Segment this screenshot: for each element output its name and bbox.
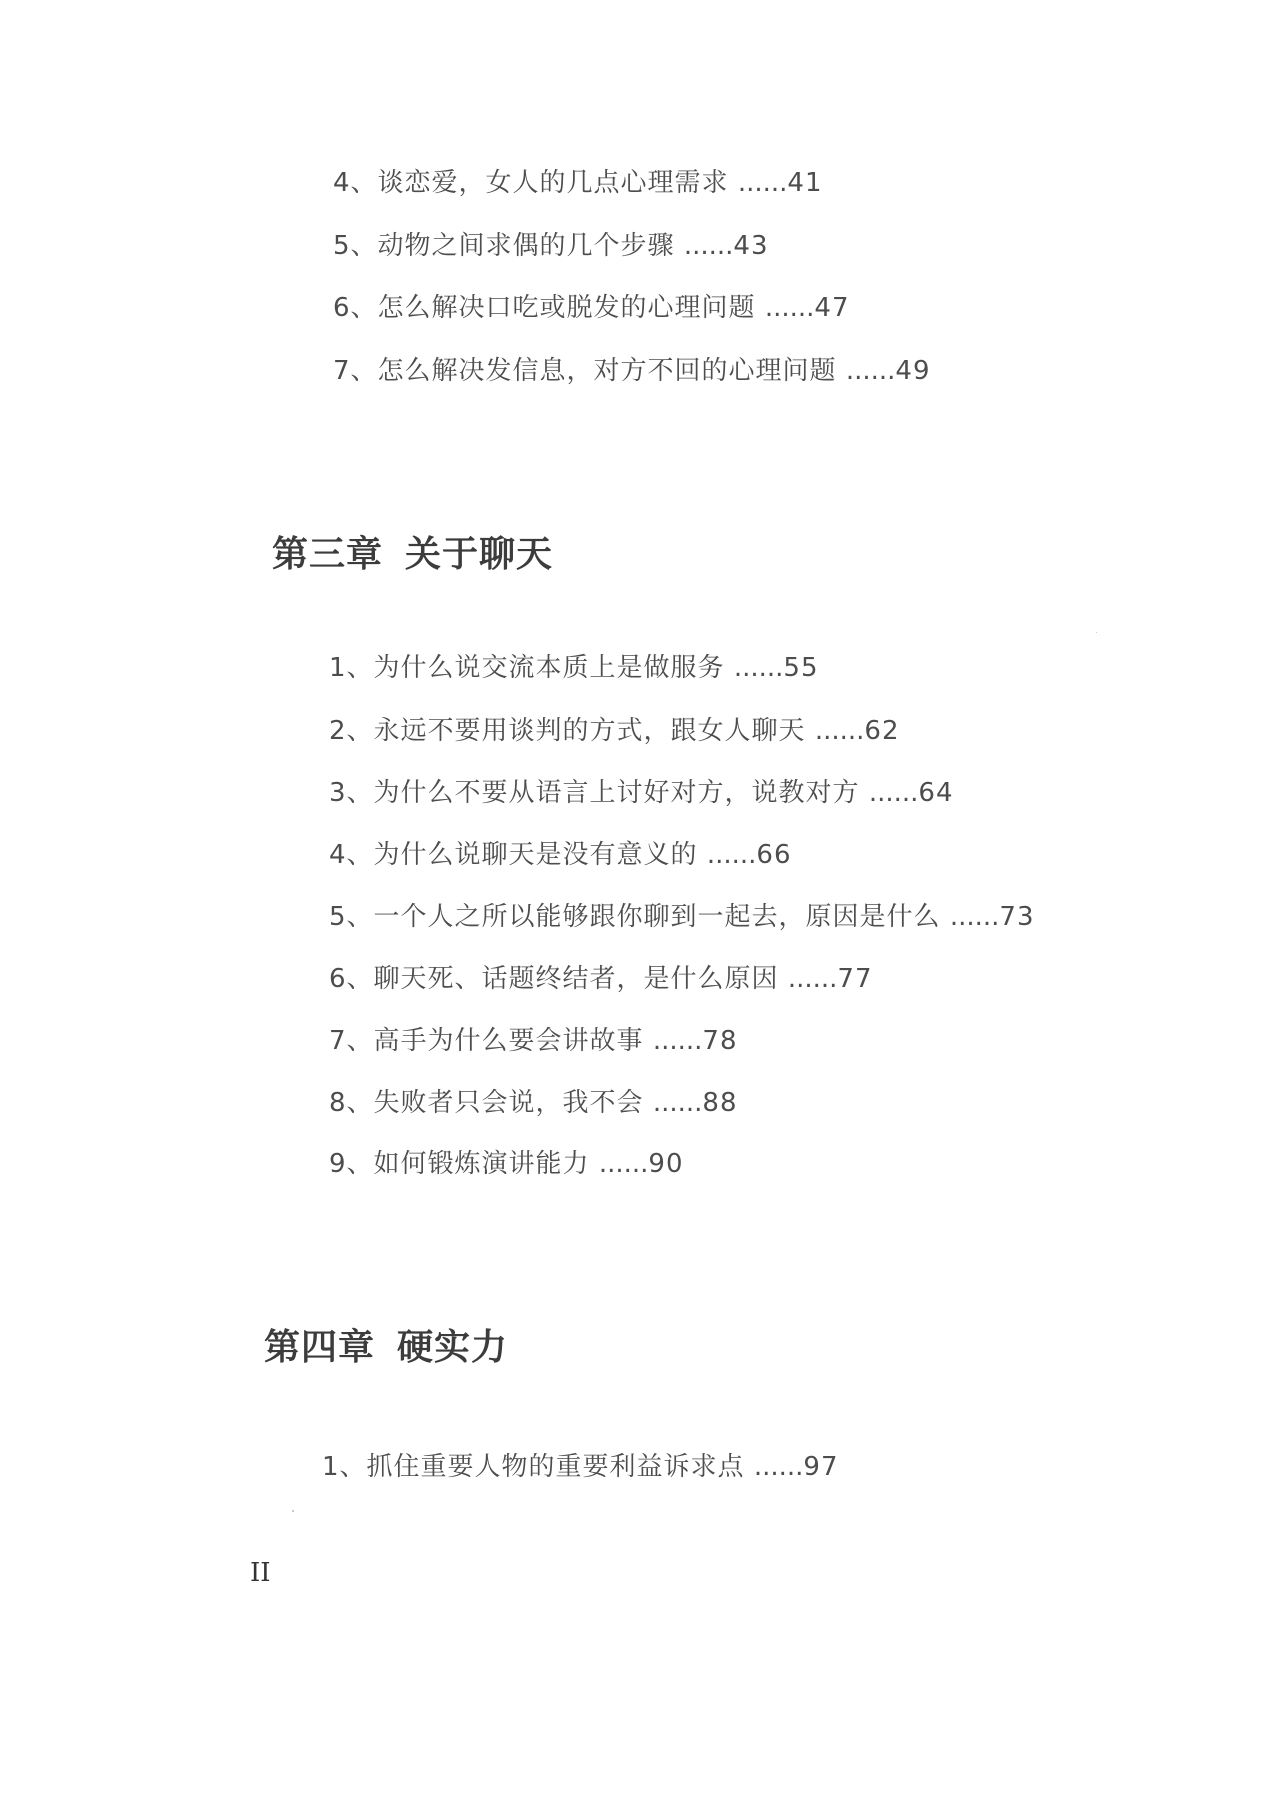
entry-title: 为什么说交流本质上是做服务	[373, 653, 725, 683]
dot-leader: ......	[868, 778, 919, 808]
entry-title: 怎么解决口吃或脱发的心理问题	[377, 293, 756, 323]
entry-number: 6、	[329, 964, 374, 994]
entry-title: 高手为什么要会讲故事	[373, 1026, 644, 1056]
entry-number: 7、	[329, 1026, 374, 1056]
dot-leader: ......	[753, 1452, 804, 1482]
dot-leader: ......	[683, 231, 734, 261]
chapter-title	[272, 532, 553, 576]
entry-page: 78	[702, 1026, 738, 1056]
entry-page: 55	[783, 653, 819, 683]
toc-entry	[329, 1086, 738, 1120]
entry-number: 8、	[329, 1088, 374, 1118]
entry-page: 66	[756, 840, 792, 870]
entry-title: 为什么不要从语言上讨好对方，说教对方	[373, 778, 860, 808]
entry-number: 5、	[333, 231, 378, 261]
toc-entry	[333, 354, 931, 388]
chapter-name: 关于聊天	[405, 533, 554, 575]
toc-entry	[333, 291, 850, 325]
entry-title: 怎么解决发信息，对方不回的心理问题	[377, 356, 837, 386]
entry-number: 4、	[329, 840, 374, 870]
dot-leader: ......	[652, 1026, 703, 1056]
entry-page: 97	[803, 1452, 839, 1482]
entry-number: 7、	[333, 356, 378, 386]
toc-entry	[329, 962, 873, 996]
entry-title: 为什么说聊天是没有意义的	[373, 840, 698, 870]
entry-page: 88	[702, 1088, 738, 1118]
toc-entry	[329, 838, 792, 872]
dot-leader: ......	[814, 716, 865, 746]
entry-title: 动物之间求偶的几个步骤	[377, 231, 675, 261]
entry-title: 抓住重要人物的重要利益诉求点	[366, 1452, 745, 1482]
entry-title: 谈恋爱，女人的几点心理需求	[377, 168, 729, 198]
entry-page: 64	[918, 778, 954, 808]
entry-title: 一个人之所以能够跟你聊到一起去，原因是什么	[373, 902, 941, 932]
entry-page: 62	[864, 716, 900, 746]
entry-title: 永远不要用谈判的方式，跟女人聊天	[373, 716, 806, 746]
dot-leader: ......	[764, 293, 815, 323]
entry-page: 43	[733, 231, 769, 261]
toc-entry	[333, 229, 769, 263]
chapter-name: 硬实力	[397, 1326, 509, 1368]
entry-number: 4、	[333, 168, 378, 198]
dot-leader: ......	[737, 168, 788, 198]
dot-leader: ......	[733, 653, 784, 683]
entry-page: 77	[837, 964, 873, 994]
scan-speck	[292, 1510, 294, 1512]
entry-title: 如何锻炼演讲能力	[373, 1149, 590, 1179]
entry-number: 6、	[333, 293, 378, 323]
dot-leader: ......	[787, 964, 838, 994]
entry-title: 聊天死、话题终结者，是什么原因	[373, 964, 779, 994]
entry-number: 1、	[329, 653, 374, 683]
toc-entry	[329, 651, 819, 685]
entry-page: 49	[895, 356, 931, 386]
toc-entry	[329, 900, 1035, 934]
dot-leader: ......	[845, 356, 896, 386]
toc-entry	[329, 714, 900, 748]
entry-page: 90	[648, 1149, 684, 1179]
dot-leader: ......	[706, 840, 757, 870]
scan-speck	[1096, 632, 1097, 633]
page-number: II	[250, 1558, 271, 1588]
toc-entry	[329, 1024, 738, 1058]
entry-page: 41	[787, 168, 823, 198]
entry-number: 2、	[329, 716, 374, 746]
toc-entry	[322, 1450, 839, 1484]
entry-number: 9、	[329, 1149, 374, 1179]
chapter-label: 第三章	[272, 533, 384, 575]
toc-entry	[329, 776, 954, 810]
chapter-label: 第四章	[264, 1326, 376, 1368]
entry-number: 3、	[329, 778, 374, 808]
entry-title: 失败者只会说，我不会	[373, 1088, 644, 1118]
entry-number: 1、	[322, 1452, 367, 1482]
toc-entry	[333, 166, 823, 200]
chapter-title	[264, 1325, 508, 1369]
dot-leader: ......	[949, 902, 1000, 932]
dot-leader: ......	[652, 1088, 703, 1118]
toc-entry	[329, 1147, 684, 1181]
entry-page: 73	[999, 902, 1035, 932]
dot-leader: ......	[598, 1149, 649, 1179]
entry-number: 5、	[329, 902, 374, 932]
entry-page: 47	[814, 293, 850, 323]
